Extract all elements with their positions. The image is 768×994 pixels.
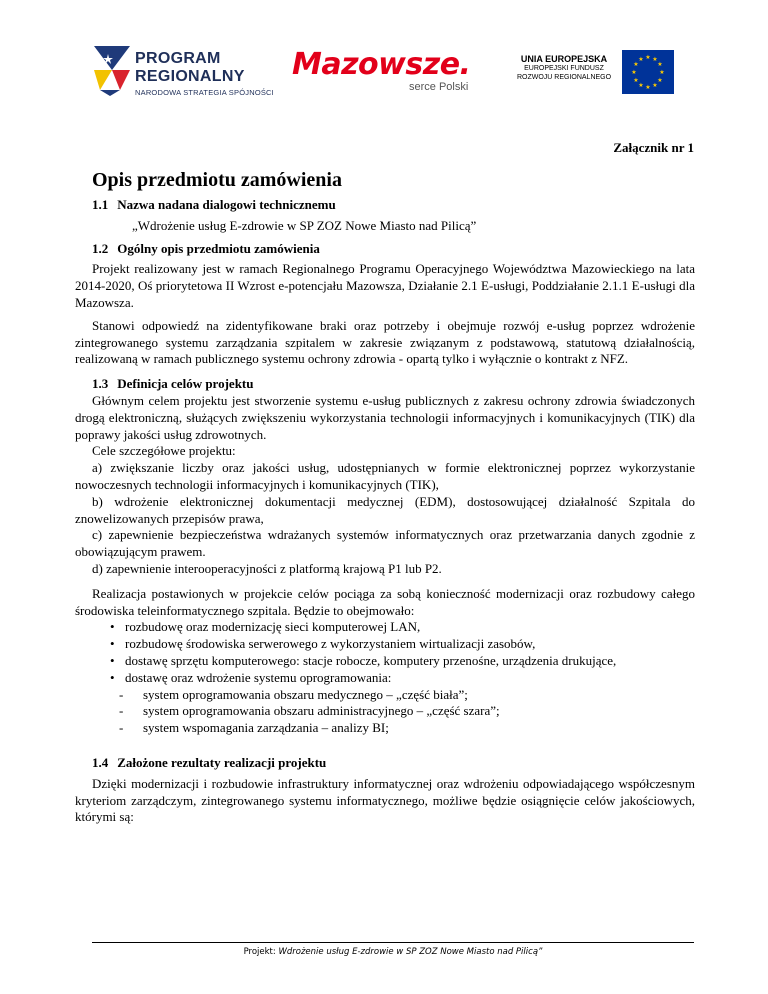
svg-text:★: ★ (633, 61, 639, 68)
eu-fund-label: EUROPEJSKI FUNDUSZ (524, 65, 604, 72)
mazowsze-tagline: serce Polski (409, 81, 469, 93)
section-heading-1-3 (92, 376, 695, 393)
dash-item: - system oprogramowania obszaru medycznego – „część biała”; (75, 687, 695, 704)
list-item-a: a) zwiększanie liczby oraz jakości usług, udostępnianych w formie elektronicznej poprzez wykorzystanie nowoczesnych technologii informacyjnych i komunikacyjnych (TIK), (75, 460, 695, 492)
svg-text:★: ★ (657, 77, 663, 84)
section-title: Ogólny opis przedmiotu zamówienia (117, 240, 320, 256)
svg-text:★: ★ (631, 69, 637, 76)
list-item-b: b) wdrożenie elektronicznej dokumentacji medycznej (EDM), dostosowującej działalność Szpitala do znowelizowanych przepisów prawa, (75, 493, 695, 526)
svg-text:★: ★ (638, 82, 644, 89)
paragraph: Stanowi odpowiedź na zidentyfikowane braki oraz potrzeby i obejmuje rozwój e-usług poprzez wdrożenie zintegrowanego systemu zarządzania szpitalem w zakresie związanym z podstawową, statutową działalnością, realizowaną w ramach publicznego systemu ochrony zdrowia - opartą tylko i wyłącznie o kontrakt z NFZ. (75, 317, 695, 367)
page-footer (92, 947, 694, 957)
paragraph: Realizacja postawionych w projekcie celów pociąga za sobą konieczność modernizacji oraz rozbudowy całego środowiska teleinformatycznego szpitala. Będzie to obejmowało: (75, 585, 695, 618)
svg-text:★: ★ (657, 61, 663, 68)
svg-text:★: ★ (633, 77, 639, 84)
section-title: Nazwa nadana dialogowi technicznemu (117, 197, 336, 212)
section-number: 1.4 (92, 754, 109, 770)
bullet-item: • dostawę oraz wdrożenie systemu oprogramowania: (75, 670, 695, 687)
paragraph: Dzięki modernizacji i rozbudowie infrastruktury informatycznej oraz wdrożeniu odpowiadającego współczesnym kryteriom zarządczym, zintegrowanego systemu informatycznego, możliwe będzie osiągnięcie celów jakościowych, którymi są: (75, 775, 695, 825)
dash-list (75, 687, 695, 737)
section-heading-1-1 (92, 197, 695, 214)
svg-text:★: ★ (659, 69, 665, 76)
section-title: Definicja celów projektu (117, 376, 254, 392)
svg-text:★: ★ (645, 84, 651, 91)
mazowsze-wordmark: Mazowsze. (292, 47, 471, 82)
paragraph: Cele szczegółowe projektu: (92, 443, 236, 459)
program-label: PROGRAM (135, 50, 221, 67)
section-title: Założone rezultaty realizacji projektu (117, 754, 327, 770)
bullet-list (75, 619, 695, 686)
document-title: Opis przedmiotu zamówienia (92, 169, 342, 191)
program-regionalny-emblem-icon (92, 44, 132, 96)
list-item-d: d) zapewnienie interooperacyjności z platformą krajową P1 lub P2. (92, 560, 442, 576)
bullet-item: • rozbudowę oraz modernizację sieci komputerowej LAN, (75, 619, 695, 636)
footer-project-title: Wdrożenie usług E-zdrowie w SP ZOZ Nowe Miasto nad Pilicą” (278, 947, 543, 957)
svg-text:★: ★ (652, 56, 658, 63)
eu-flag-icon (622, 50, 674, 94)
svg-text:★: ★ (645, 54, 651, 61)
program-regionalny-logo (92, 44, 282, 100)
paragraph: Projekt realizowany jest w ramach Regionalnego Programu Operacyjnego Województwa Mazowieckiego na lata 2014-2020, Oś priorytetowa II Wzrost e-potencjału Mazowsza, Działanie 2.1 E-usługi, Poddziałanie 2.1.1 E-usługi dla Mazowsza. (75, 261, 695, 310)
section-number: 1.2 (92, 240, 109, 256)
svg-text:★: ★ (652, 82, 658, 89)
attachment-label: Załącznik nr 1 (613, 140, 694, 155)
section-heading-1-4 (92, 755, 695, 772)
list-item-c: c) zapewnienie bezpieczeństwa wdrażanych systemów informatycznych oraz przetwarzania danych zgodnie z obowiązującym prawem. (75, 527, 695, 560)
footer-divider (92, 942, 694, 943)
dash-item: - system oprogramowania obszaru administracyjnego – „część szara”; (75, 703, 695, 720)
dash-item: - system wspomagania zarządzania – analizy BI; (75, 720, 695, 737)
section-heading-1-2 (92, 241, 695, 258)
section-number: 1.1 (92, 197, 109, 212)
bullet-item: • dostawę sprzętu komputerowego: stacje robocze, komputery przenośne, urządzenia drukujące, (75, 653, 695, 670)
document-content (75, 197, 695, 826)
dialog-name: „Wdrożenie usług E-zdrowie w SP ZOZ Nowe Miasto nad Pilicą” (132, 217, 477, 233)
header-logos (0, 0, 768, 110)
eu-logo (508, 50, 676, 96)
strategy-label: NARODOWA STRATEGIA SPÓJNOŚCI (135, 88, 274, 97)
eu-label: UNIA EUROPEJSKA (520, 54, 608, 64)
eu-fund-label-2: ROZWOJU REGIONALNEGO (516, 74, 612, 81)
mazowsze-logo (292, 48, 484, 100)
bullet-item: • rozbudowę środowiska serwerowego z wykorzystaniem wirtualizacji zasobów, (75, 636, 695, 653)
regionalny-label: REGIONALNY (135, 68, 245, 85)
paragraph: Głównym celem projektu jest stworzenie systemu e-usług publicznych z zakresu ochrony zdrowia świadczonych drogą elektroniczną, służących zwiększeniu wykorzystania technologii informacyjnych i komunikacyjnych (TIK) dla poprawy jakości usług zdrowotnych. (75, 392, 695, 442)
footer-prefix: Projekt: (243, 947, 279, 957)
section-number: 1.3 (92, 376, 109, 392)
svg-text:★: ★ (638, 56, 644, 63)
